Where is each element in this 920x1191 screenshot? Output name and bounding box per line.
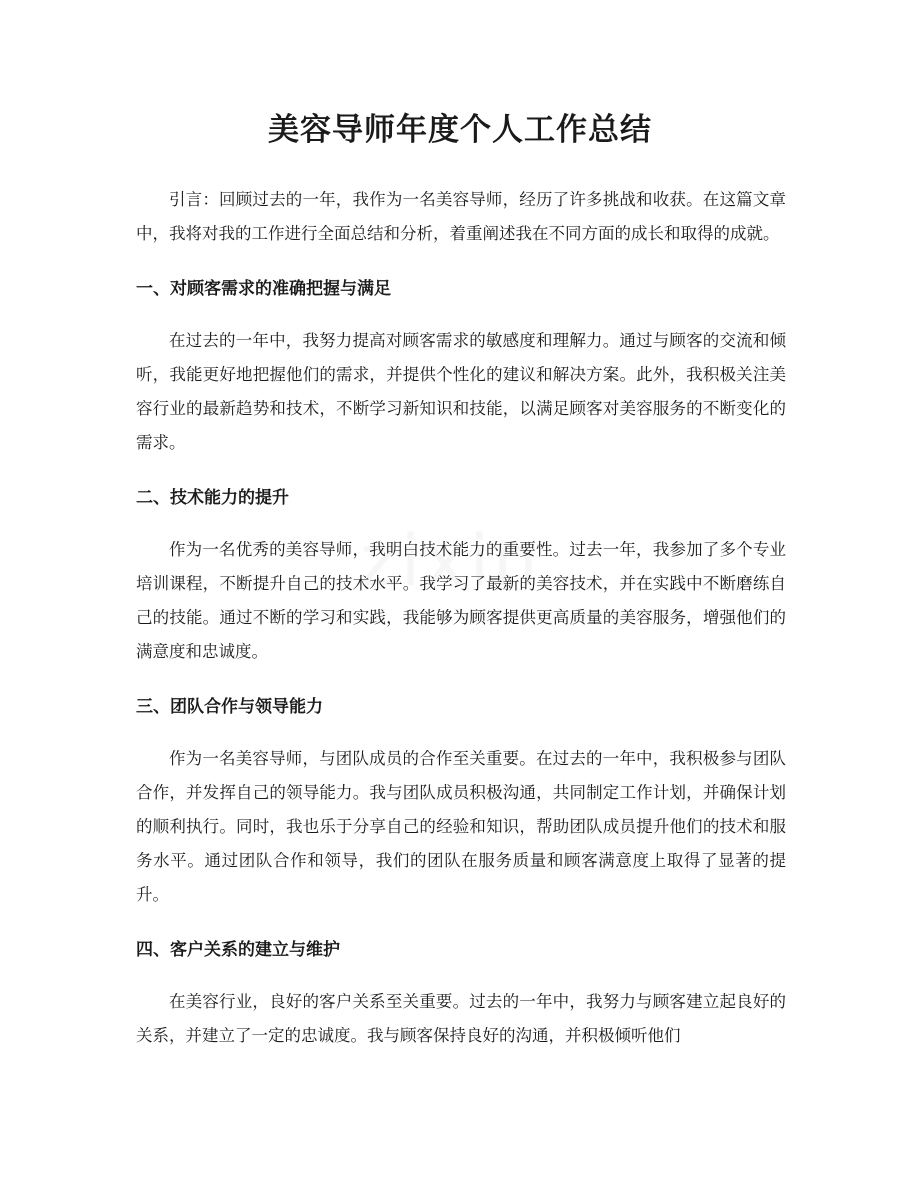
section-heading-1: 一、对顾客需求的准确把握与满足 [136, 279, 391, 299]
section-heading-2: 二、技术能力的提升 [136, 488, 289, 508]
section-heading-3: 三、团队合作与领导能力 [136, 697, 323, 717]
section-body-2: 作为一名优秀的美容导师，我明白技术能力的重要性。过去一年，我参加了多个专业培训课程，不断提升自己的技术水平。我学习了最新的美容技术，并在实践中不断磨练自己的技能。通过不断的学习和实践，我能够为顾客提供更高质量的美容服务，增强他们的满意度和忠诚度。 [136, 540, 786, 661]
section-body-4: 在美容行业，良好的客户关系至关重要。过去的一年中，我努力与顾客建立起良好的关系，并建立了一定的忠诚度。我与顾客保持良好的沟通，并积极倾听他们 [136, 992, 786, 1045]
section-body-3: 作为一名美容导师，与团队成员的合作至关重要。在过去的一年中，我积极参与团队合作，并发挥自己的领导能力。我与团队成员积极沟通，共同制定工作计划，并确保计划的顺利执行。同时，我也乐于分享自己的经验和知识，帮助团队成员提升他们的技术和服务水平。通过团队合作和领导，我们的团队在服务质量和顾客满意度上取得了显著的提升。 [136, 749, 786, 904]
section-body-1: 在过去的一年中，我努力提高对顾客需求的敏感度和理解力。通过与顾客的交流和倾听，我能更好地把握他们的需求，并提供个性化的建议和解决方案。此外，我积极关注美容行业的最新趋势和技术，不断学习新知识和技能，以满足顾客对美容服务的不断变化的需求。 [136, 331, 786, 452]
document-body [136, 183, 786, 1053]
document-title: 美容导师年度个人工作总结 [268, 112, 652, 148]
section-heading-4: 四、客户关系的建立与维护 [136, 940, 340, 960]
intro-paragraph: 引言：回顾过去的一年，我作为一名美容导师，经历了许多挑战和收获。在这篇文章中，我将对我的工作进行全面总结和分析，着重阐述我在不同方面的成长和取得的成就。 [136, 190, 786, 243]
